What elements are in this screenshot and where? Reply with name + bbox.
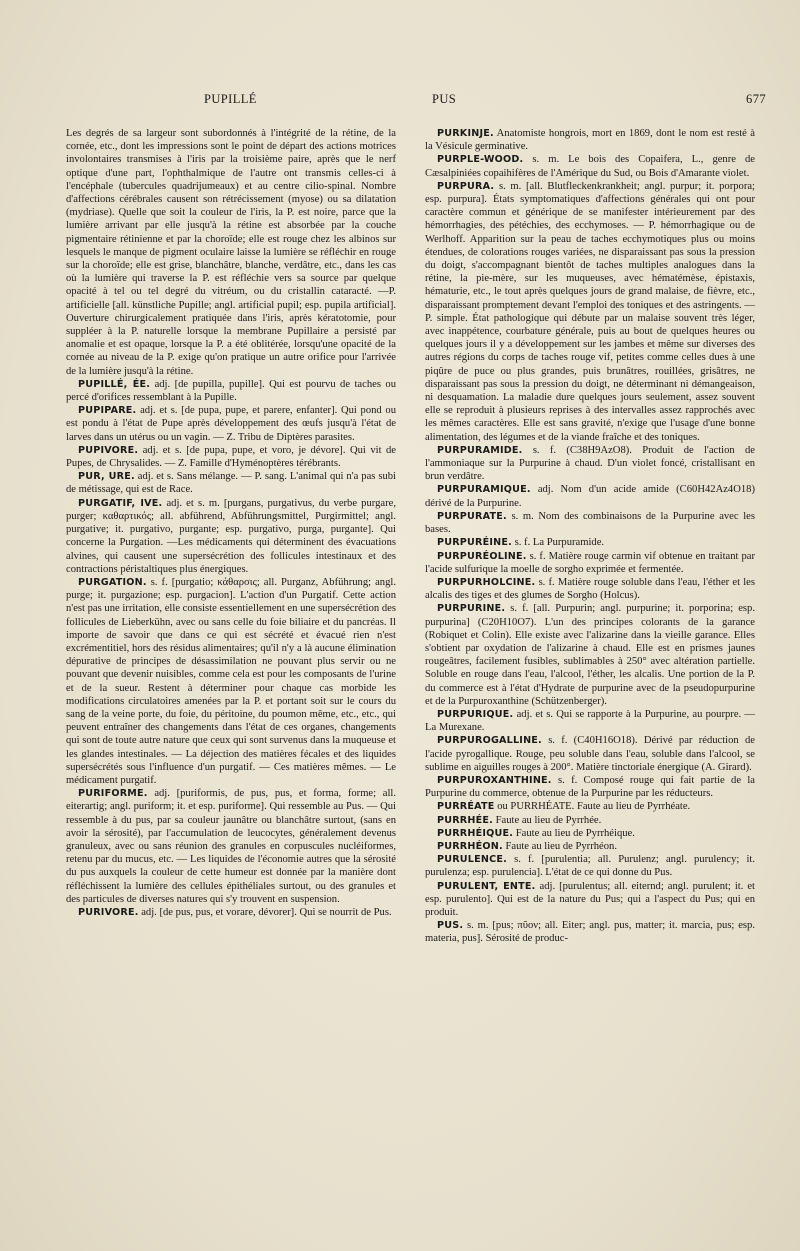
entry-definition: s. f. Composé rouge qui fait partie de la Purpurine du commerce, obtenue de la Purpurine par les réducteurs. [425,774,755,800]
dictionary-entry [425,840,755,853]
entry-definition: s. m. [pus; πῦον; all. Eiter; angl. pus, matter; it. marcia, pus; esp. materia, pus]. Sérosité de produc- [425,920,755,945]
entry-headword: PURULENCE. [437,854,507,866]
entry-headword: PURKINJE. [437,128,494,139]
dictionary-entry [425,153,755,179]
entry-definition: s. f. Matière rouge carmin vif obtenue en traitant par l'acide sulfurique la moelle de sorgho exprimée et fermentée. [425,550,755,575]
entry-headword: PURGATIF, IVE. [78,497,163,509]
entry-definition: Les degrés de sa largeur sont subordonnés à l'intégrité de la rétine, de la cornée, etc., dont les impressions sont le point de départ des actions motrices involontaires transmises à l'iris par la troisième paire, après que le nerf optique d'une part, l'ophthalmique de l'autre ont transmis celles-ci à l'encéphale (tubercules quadrijumeaux) et au centre cilio-spinal. Nombre d'affections cérébrales causent son rétrécissement (myose) ou sa dilatation (mydriase). Quelle que soit la couleur de l'iris, la P. est noire, parce que la lumière arrivant par elle jusqu'à la rétine est absorbée par la couche pigmentaire rétinienne et par la choroïde; elle est rouge chez les albinos sur lesquels le manque de pigment oculaire laisse la lumière se réfléchir en rouge sur la choroïde; elle est grise, blanchâtre, blanche, verdâtre, etc., dans les cas où la lumière qui traverse la P. est réfléchie vers sa source par quelque opacité à tel ou tel degré du vitréum, ou du cristallin cataracté. —P. artificielle [all. künstliche Pupille; angl. artificial pupil; esp. pupila artificial]. Ouverture chirurgicalement pratiquée dans l'iris, après kératotomie, pour suppléer à la P. naturelle lorsque la membrane Pupillaire a persisté par anomalie et est opaque, lorsque la P. a été oblitérée, lorsqu'une opacité de la cornée au niveau de la P. exige qu'on pratique un autre orifice pour l'arrivée de la lumière jusqu'à la rétine. [66,128,396,377]
entry-headword: PURPUROXANTHINE. [437,774,552,786]
entry-headword: PURPURINE. [437,603,506,615]
dictionary-entry [425,880,755,920]
entry-headword: PURRHÉE. [437,814,493,826]
dictionary-entry [425,919,755,945]
entry-headword: PUPIVORE. [78,444,139,456]
dictionary-entry [425,576,755,602]
entry-definition: s. f. [purgatio; κάθαρσις; all. Purganz, Abführung; angl. purge; it. purgazione; esp. purgacion]. L'action d'un Purgatif. Cette action n'est pas une irritation, elle consiste essentiellement en une supersécrétion des follicules de Lieberkühn, avec ou sans celle du foie biliaire et du pancréas. Il importe de savoir que dans ce qui est sécrété et évacué rien n'est excrémentitiel, hors des résidus alimentaires; qu'il n'y a là aucune élimination dépurative de principes de désassimilation ne pouvant plus servir ou ne pouvant que devenir nuisibles, comme cela est pour les composants de l'urine et de la sueur. Restent à déterminer pour chaque cas morbide les modifications circulatoires amenées par la P. et portant soit sur le cours du sang de la veine porte, du foie, du péritoine, du poumon même, etc., etc., qui peuvent entraîner des changements dans l'état de ces organes, changements qui sont de toute autre nature que ceux qui sont survenus dans la muqueuse et les glandes intestinales. — La déjection des matières fécales et des liquides supersécrétés sous l'influence d'un purgatif. — Ces matières mêmes. — Le médicament purgatif. [66,576,396,786]
dictionary-entry [66,470,396,496]
entry-definition: s. f. Matière rouge soluble dans l'eau, l'éther et les alcalis des tiges et des glumes de Sorgho (Holcus). [425,576,755,602]
entry-definition: Faute au lieu de Pyrrhéon. [505,840,617,852]
entry-definition: adj. et s. Qui se rapporte à la Purpurine, au pourpre. — La Murexane. [425,708,755,734]
entry-headword: PURPUROGALLINE. [437,735,542,747]
entry-definition: s. f. [all. Purpurin; angl. purpurine; it. porporina; esp. purpurina] (C20H10O7). L'un des principes colorants de la garance (Robiquet et Colin). Elle existe avec l'alizarine dans la vieille garance. Elles s'obtient par oxydation de l'alizarine à chaud. Elle est en prismes jaunes rougeâtres, facilement fusibles, sublimables à 250° avec altération partielle. Soluble en rouge dans l'eau, l'alcool, l'éther, les alcalis. Une portion de la P. du commerce est à l'état d'Hydrate de purpurine avec de la pseudopurpurine et de la Purpuroxanthine (Schützenberger). [425,603,756,707]
entry-definition: Faute au lieu de Pyrrhée. [495,814,602,826]
entry-definition: Faute au lieu de Pyrrhéique. [515,827,635,839]
entry-headword: PURPURA. [437,180,495,192]
dictionary-entry [425,800,755,813]
entry-definition: Anatomiste hongrois, mort en 1869, dont le nom est resté à la Vésicule germinative. [425,128,755,153]
entry-definition: adj. [purulentus; all. eiternd; angl. purulent; it. et esp. purulento]. Qui est de la nature du Pus; qui a l'aspect du Pus; qui en produit. [425,880,756,918]
entry-headword: PUPIPARE. [78,405,137,417]
dictionary-entry [425,774,755,800]
entry-definition: s. f. (C40H16O18). Dérivé par réduction de l'acide pyrogallique. Rouge, peu soluble dans l'eau, soluble dans l'alcool, se sublime en aiguilles rouges à 200°. Matière tinctoriale énergique (A. Girard). [425,735,755,773]
dictionary-entry [66,497,396,576]
entry-definition: ou PURRHÉATE. Faute au lieu de Pyrrhéate. [497,801,691,813]
entry-definition: s. m. Le bois des Copaifera, L., genre de Cæsalpiniées copaihifères de l'Amérique du Sud, ou Bois d'Amarante violet. [425,154,755,179]
dictionary-entry [66,127,396,378]
dictionary-entry [425,510,755,536]
entry-definition: adj. [de pupilla, pupille]. Qui est pourvu de taches ou percé d'orifices ressemblant à la Pupille. [66,378,396,404]
dictionary-entry [425,550,755,576]
dictionary-entry [425,483,755,509]
entry-headword: PURULENT, ENTE. [437,880,536,892]
dictionary-entry [425,602,755,708]
dictionary-entry [425,734,755,774]
running-head [66,92,766,112]
dictionary-entry [425,814,755,827]
entry-definition: adj. [de pus, pus, et vorare, dévorer]. Qui se nourrit de Pus. [141,906,392,918]
entry-headword: PURPURAMIDE. [437,444,523,456]
dictionary-entry [425,127,755,153]
dictionary-entry [425,708,755,734]
entry-headword: PUR, URE. [78,471,135,483]
entry-headword: PURIFORME. [78,788,148,800]
entry-headword: PURRHÉON. [437,840,503,852]
entry-definition: adj. et s. [de pupa, pupe, et parere, enfanter]. Qui pond ou est pondu à l'état de Pupe après développement des œufs jusqu'à l'état de larves dans un utérus ou un vagin. — Z. Tribu de Diptères parasites. [66,405,396,443]
entry-headword: PUPILLÉ, ÉE. [78,378,151,390]
entry-headword: PURPURHOLCINE. [437,576,536,588]
entry-headword: PUS. [437,920,464,932]
dictionary-entry [425,444,755,484]
dictionary-entry [425,827,755,840]
entry-headword: PURRHÉIQUE. [437,827,514,839]
page-number: 677 [746,92,766,106]
dictionary-entry [66,576,396,787]
left-column [66,127,396,919]
entry-definition: s. f. La Purpuramide. [514,537,605,549]
dictionary-entry [66,444,396,470]
entry-definition: s. f. [purulentia; all. Purulenz; angl. purulency; it. purulenza; esp. purulencia]. L'état de ce qui donne du Pus. [425,854,755,879]
dictionary-entry [425,853,755,879]
entry-definition: adj. et s. Sans mélange. — P. sang. L'animal qui n'a pas subi de métissage, qui est de Race. [66,471,396,496]
entry-definition: adj. Nom d'un acide amide (C60H42Az4O18) dérivé de la Purpurine. [425,484,755,509]
entry-definition: s. m. Nom des combinaisons de la Purpurine avec les bases. [425,510,755,536]
dictionary-entry [66,906,396,919]
dictionary-entry [425,180,755,444]
entry-headword: PURRÉATE [437,801,495,813]
dictionary-entry [66,378,396,404]
dictionary-entry [66,404,396,444]
entry-headword: PURPLE-WOOD. [437,154,524,166]
entry-definition: adj. [puriformis, de pus, pus, et forma, forme; all. eiterartig; angl. puriform; it. et esp. puriforme]. Qui ressemble au Pus. — Qui ressemble à du pus, par sa couleur jaunâtre ou blanchâtre surtout, (sans en avoir la sérosité), par l'accumulation de leucocytes, généralement devenus granuleux, avec ou sans réunion des granules en corpuscules nucléiformes, retenu par du mucus, etc. — Les liquides de l'économie autres que la sérosité du pus auxquels la couleur de cette humeur est donnée par la manière dont réfléchissent la lumière des cellules épithéliales surtout, ou des granules et des particules de diverses natures qui s'y trouvent en suspension. [66,788,396,905]
header-left-word: PUPILLÉ [204,92,257,106]
entry-definition: adj. et s. [de pupa, pupe, et voro, je dévore]. Qui vit de Pupes, de Chrysalides. — Z. Famille d'Hyménoptères térébrants. [66,444,396,470]
entry-headword: PURPURÉOLINE. [437,550,527,562]
dictionary-entry [425,536,755,549]
entry-headword: PURPURÉINE. [437,537,512,549]
entry-headword: PURPURATE. [437,510,507,522]
entry-headword: PURPURAMIQUE. [437,484,531,496]
entry-definition: adj. et s. m. [purgans, purgativus, du verbe purgare, purger; καθαρτικός; all. abführend, Abführungsmittel, Purgirmittel; angl. purgative; it. purgativo, purgante; esp. purgativo, purga, purgante]. Qui concerne la Purgation. —Les médicaments qui déterminent des évacuations alvines, qui causent une supersécrétion des follicules intestinaux et des contractions péristaltiques plus énergiques. [66,497,396,575]
right-column [425,127,755,946]
header-right-word: PUS [432,92,457,106]
entry-headword: PURPURIQUE. [437,708,514,720]
entry-definition: s. m. [all. Blutfleckenkrankheit; angl. purpur; it. porpora; esp. purpura]. États symptomatiques d'affections générales qui ont pour caractère commun et générique de se manifester intérieurement par des hémorrhagies, des pétéchies, des ecchymoses. — P. hémorrhagique ou de Werlhoff. Apparition sur la peau de taches ecchymotiques plus ou moins étendues, de colorations rouges variées, ne disparaissant pas sous la pression du doigt, s'accompagnant bientôt de taches multiples analogues dans la rétine, la pie-mère, sur les muqueuses, avec hématémèse, épistaxis, hématurie, etc., le tout après quelques jours de grand malaise, de fièvre, etc., disparaissant promptement devant l'emploi des toniques et des astringents. — P. simple. État pathologique qui débute par un malaise souvent très léger, avec inappétence, courbature générale, puis au bout de quelques heures ou quelques jours il y a développement sur les jambes et même sur diverses des autres régions du corps de taches rouge vif, petites comme celles dues à une piqûre de puce ou plus grandes, puis brunâtres, rouillées, grisâtres, ne disparaissant pas sous la pression du doigt, ne déterminant ni démangeaison, ni desquamation. La maladie dure quelques jours seulement, assez souvent elle se reproduit à plusieurs reprises à des intervalles assez rapprochés avec les mêmes caractères. Elle est sans gravité, n'exige que l'usage d'une bonne alimentation, des légumes et de la viande fraîche et des toniques. [425,180,755,443]
entry-headword: PURGATION. [78,576,147,588]
dictionary-entry [66,787,396,906]
entry-definition: s. f. (C38H9AzO8). Produit de l'action de l'ammoniaque sur la Purpurine à chaud. D'un violet foncé, cristallisant en brun verdâtre. [425,444,755,483]
entry-headword: PURIVORE. [78,906,139,918]
